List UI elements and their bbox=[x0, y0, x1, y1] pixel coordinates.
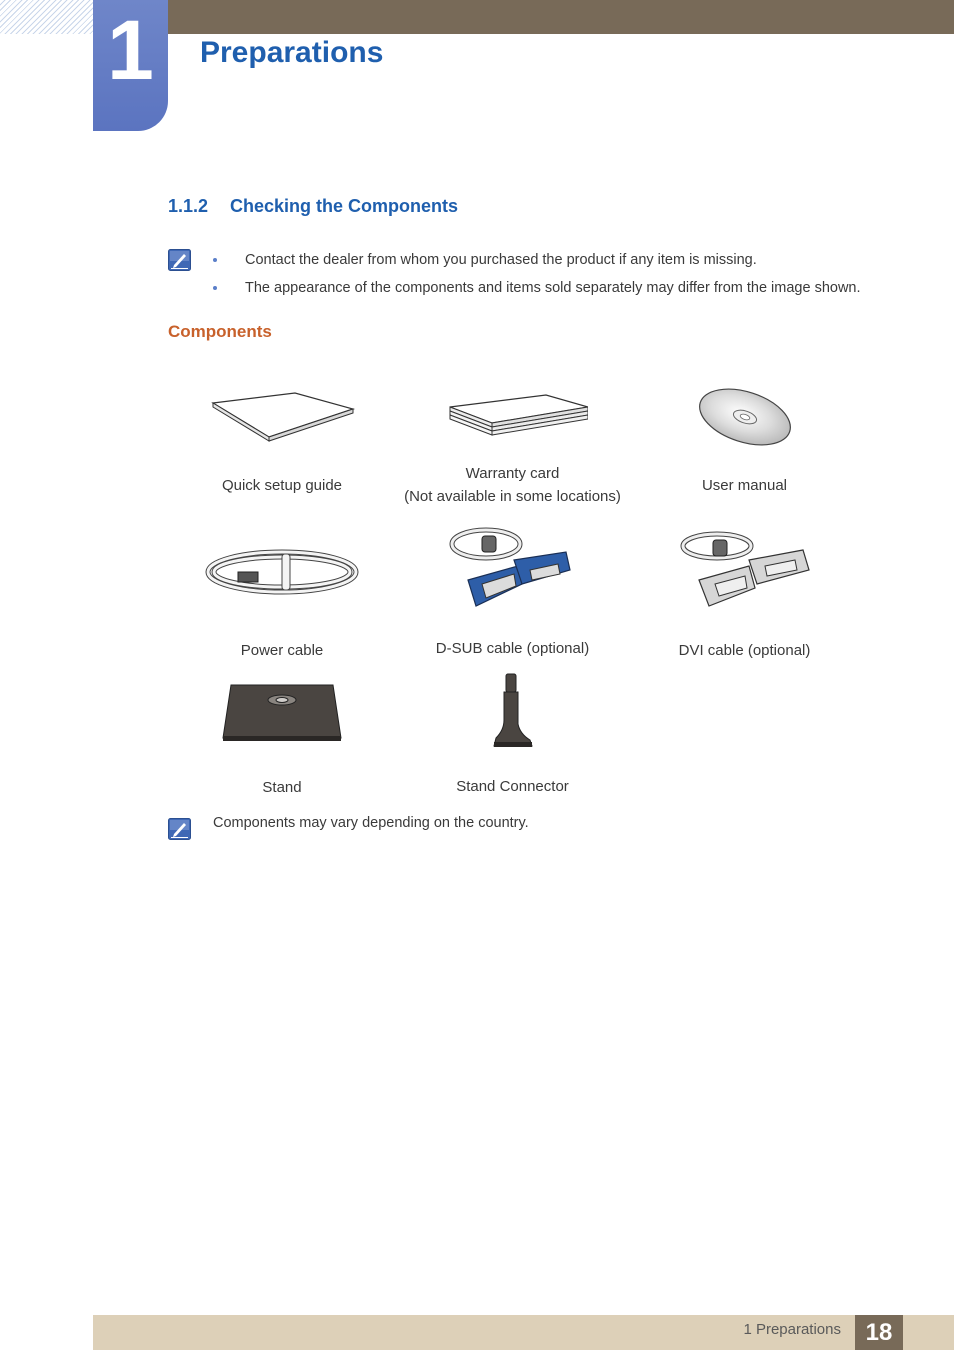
chapter-tab bbox=[93, 0, 168, 131]
component-stand: Stand bbox=[196, 682, 368, 799]
stand-icon bbox=[217, 682, 347, 744]
dsub-cable-icon bbox=[448, 522, 578, 617]
bullet-icon bbox=[213, 286, 217, 290]
cd-icon bbox=[695, 385, 795, 447]
note-icon bbox=[168, 249, 191, 271]
component-stand-connector: Stand Connector bbox=[400, 672, 625, 798]
component-dsub-cable: D-SUB cable (optional) bbox=[400, 522, 625, 660]
quick-setup-guide-icon bbox=[207, 385, 357, 445]
footer-chapter-label: 1 Preparations bbox=[743, 1321, 841, 1338]
component-power-cable: Power cable bbox=[196, 530, 368, 662]
section-title: Checking the Components bbox=[230, 196, 459, 216]
stand-connector-icon bbox=[488, 672, 538, 750]
power-cable-icon bbox=[202, 530, 362, 615]
components-heading: Components bbox=[168, 322, 272, 341]
chapter-title: Preparations bbox=[200, 36, 384, 69]
warranty-card-icon bbox=[438, 385, 588, 445]
footer bbox=[93, 1315, 954, 1350]
section-heading bbox=[168, 196, 458, 217]
list-item: Contact the dealer from whom you purchased the product if any item is missing. bbox=[213, 246, 861, 274]
component-dvi-cable: DVI cable (optional) bbox=[672, 526, 817, 662]
component-user-manual: User manual bbox=[672, 385, 817, 497]
component-warranty-card: Warranty card (Not available in some locations) bbox=[400, 385, 625, 508]
page-number: 18 bbox=[855, 1315, 903, 1350]
component-quick-setup-guide: Quick setup guide bbox=[196, 385, 368, 497]
section-number: 1.1.2 bbox=[168, 196, 209, 216]
header-decoration bbox=[0, 0, 93, 34]
note-list bbox=[213, 246, 861, 302]
note-icon bbox=[168, 818, 191, 840]
bullet-icon bbox=[213, 258, 217, 262]
header-bar bbox=[168, 0, 954, 34]
bottom-note: Components may vary depending on the country. bbox=[213, 815, 529, 831]
dvi-cable-icon bbox=[677, 526, 812, 611]
chapter-number: 1 bbox=[107, 3, 154, 97]
list-item: The appearance of the components and items sold separately may differ from the image shown. bbox=[213, 274, 861, 302]
